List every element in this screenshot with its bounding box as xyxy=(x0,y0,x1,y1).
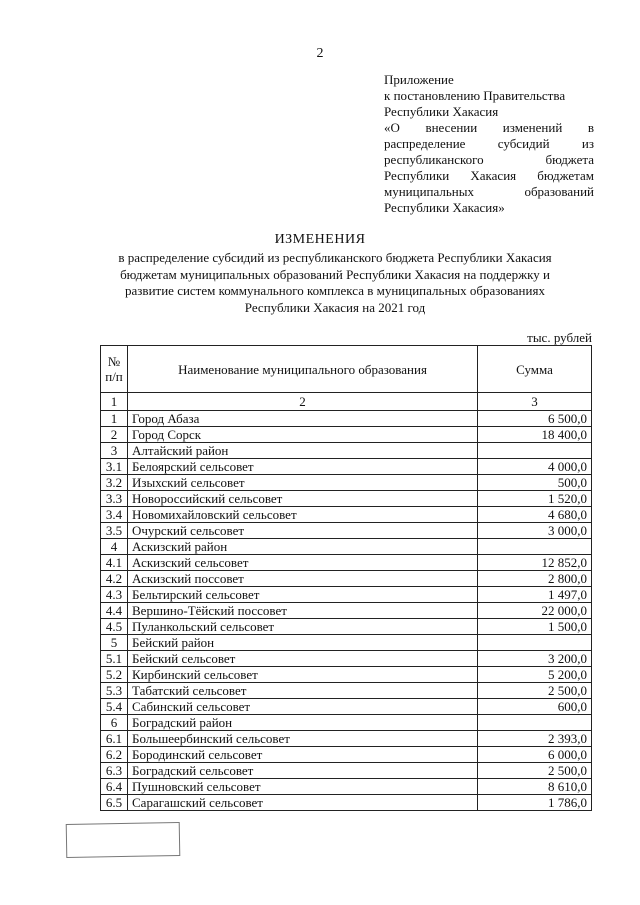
row-name: Вершино-Тёйский поссовет xyxy=(128,603,478,619)
row-name: Аскизский район xyxy=(128,539,478,555)
row-number: 6.4 xyxy=(101,779,128,795)
document-title: ИЗМЕНЕНИЯ xyxy=(274,232,366,247)
row-number: 6.2 xyxy=(101,747,128,763)
row-name: Аскизский поссовет xyxy=(128,571,478,587)
table-row xyxy=(101,731,592,747)
row-sum: 1 497,0 xyxy=(478,587,592,603)
row-number: 4 xyxy=(101,539,128,555)
row-number: 5.2 xyxy=(101,667,128,683)
row-sum: 500,0 xyxy=(478,475,592,491)
appendix-line: «О внесении изменений в xyxy=(384,120,594,135)
units-label: тыс. рублей xyxy=(527,330,592,345)
row-name: Пуланкольский сельсовет xyxy=(128,619,478,635)
index-cell: 2 xyxy=(128,393,478,411)
table-row xyxy=(101,539,592,555)
row-sum xyxy=(478,715,592,731)
row-sum: 2 800,0 xyxy=(478,571,592,587)
table-row xyxy=(101,555,592,571)
table-row xyxy=(101,667,592,683)
table-row xyxy=(101,571,592,587)
row-number: 3 xyxy=(101,443,128,459)
table-row xyxy=(101,491,592,507)
row-sum xyxy=(478,539,592,555)
appendix-line: республиканского бюджета xyxy=(384,152,594,167)
table-row xyxy=(101,763,592,779)
table-row xyxy=(101,507,592,523)
row-name: Бельтирский сельсовет xyxy=(128,587,478,603)
row-name: Новороссийский сельсовет xyxy=(128,491,478,507)
row-sum: 18 400,0 xyxy=(478,427,592,443)
row-name: Новомихайловский сельсовет xyxy=(128,507,478,523)
row-sum: 4 000,0 xyxy=(478,459,592,475)
table-row xyxy=(101,779,592,795)
appendix-line: Республики Хакасия бюджетам xyxy=(384,168,594,183)
table-row xyxy=(101,587,592,603)
row-sum: 600,0 xyxy=(478,699,592,715)
table-row xyxy=(101,523,592,539)
row-sum: 4 680,0 xyxy=(478,507,592,523)
table-row xyxy=(101,747,592,763)
subsidy-table xyxy=(100,345,592,811)
row-number: 4.3 xyxy=(101,587,128,603)
table-header-row xyxy=(101,346,592,393)
header-sum: Сумма xyxy=(478,346,592,393)
row-name: Сарагашский сельсовет xyxy=(128,795,478,811)
row-number: 3.2 xyxy=(101,475,128,491)
row-sum xyxy=(478,443,592,459)
header-name: Наименование муниципального образования xyxy=(128,346,478,393)
row-name: Бейский сельсовет xyxy=(128,651,478,667)
appendix-line: Республики Хакасия xyxy=(384,104,499,119)
row-sum: 2 500,0 xyxy=(478,683,592,699)
table-row xyxy=(101,619,592,635)
row-name: Белоярский сельсовет xyxy=(128,459,478,475)
row-number: 6 xyxy=(101,715,128,731)
table-row xyxy=(101,635,592,651)
row-name: Город Абаза xyxy=(128,411,478,427)
row-number: 4.1 xyxy=(101,555,128,571)
row-number: 6.1 xyxy=(101,731,128,747)
row-sum: 1 786,0 xyxy=(478,795,592,811)
header-num: № п/п xyxy=(101,346,128,393)
row-sum: 5 200,0 xyxy=(478,667,592,683)
row-name: Сабинский сельсовет xyxy=(128,699,478,715)
row-number: 5.4 xyxy=(101,699,128,715)
row-number: 1 xyxy=(101,411,128,427)
table-row xyxy=(101,603,592,619)
row-number: 4.4 xyxy=(101,603,128,619)
row-number: 5.1 xyxy=(101,651,128,667)
row-name: Кирбинский сельсовет xyxy=(128,667,478,683)
row-name: Город Сорск xyxy=(128,427,478,443)
row-number: 3.1 xyxy=(101,459,128,475)
row-sum: 1 500,0 xyxy=(478,619,592,635)
row-sum: 3 200,0 xyxy=(478,651,592,667)
row-number: 3.3 xyxy=(101,491,128,507)
row-name: Бейский район xyxy=(128,635,478,651)
appendix-line: муниципальных образований xyxy=(384,184,594,199)
table-row xyxy=(101,683,592,699)
appendix-line: распределение субсидий из xyxy=(384,136,594,151)
row-name: Алтайский район xyxy=(128,443,478,459)
page-number: 2 xyxy=(316,46,324,61)
row-number: 5.3 xyxy=(101,683,128,699)
row-sum: 6 500,0 xyxy=(478,411,592,427)
row-number: 2 xyxy=(101,427,128,443)
row-name: Изыхский сельсовет xyxy=(128,475,478,491)
document-stamp xyxy=(66,822,181,858)
appendix-line: Приложение xyxy=(384,72,454,87)
row-name: Боградский сельсовет xyxy=(128,763,478,779)
row-name: Табатский сельсовет xyxy=(128,683,478,699)
row-sum: 6 000,0 xyxy=(478,747,592,763)
table-row xyxy=(101,443,592,459)
appendix-block xyxy=(384,72,594,216)
table-row xyxy=(101,475,592,491)
table-row xyxy=(101,651,592,667)
row-name: Очурский сельсовет xyxy=(128,523,478,539)
row-sum: 2 500,0 xyxy=(478,763,592,779)
table-row xyxy=(101,795,592,811)
index-cell: 1 xyxy=(101,393,128,411)
table-row xyxy=(101,459,592,475)
appendix-line: Республики Хакасия» xyxy=(384,200,505,215)
row-sum: 12 852,0 xyxy=(478,555,592,571)
row-name: Пушновский сельсовет xyxy=(128,779,478,795)
row-name: Бородинский сельсовет xyxy=(128,747,478,763)
row-sum: 2 393,0 xyxy=(478,731,592,747)
row-number: 4.5 xyxy=(101,619,128,635)
row-number: 6.5 xyxy=(101,795,128,811)
table-index-row xyxy=(101,393,592,411)
row-number: 4.2 xyxy=(101,571,128,587)
table-row xyxy=(101,411,592,427)
row-number: 3.5 xyxy=(101,523,128,539)
row-name: Большеербинский сельсовет xyxy=(128,731,478,747)
appendix-line: к постановлению Правительства xyxy=(384,88,566,103)
row-sum: 3 000,0 xyxy=(478,523,592,539)
row-sum: 1 520,0 xyxy=(478,491,592,507)
row-sum: 22 000,0 xyxy=(478,603,592,619)
row-sum: 8 610,0 xyxy=(478,779,592,795)
index-cell: 3 xyxy=(478,393,592,411)
document-subtitle: в распределение субсидий из республиканского бюджета Республики Хакасия бюджетам муниципальных образований Республики Хакасия на поддержку и развитие систем коммунального комплекса в муниципальных образованиях Республики Хакасия на 2021 год xyxy=(118,250,552,315)
table-row xyxy=(101,715,592,731)
table-row xyxy=(101,427,592,443)
row-number: 5 xyxy=(101,635,128,651)
row-sum xyxy=(478,635,592,651)
row-number: 6.3 xyxy=(101,763,128,779)
row-name: Боградский район xyxy=(128,715,478,731)
table-row xyxy=(101,699,592,715)
row-number: 3.4 xyxy=(101,507,128,523)
row-name: Аскизский сельсовет xyxy=(128,555,478,571)
